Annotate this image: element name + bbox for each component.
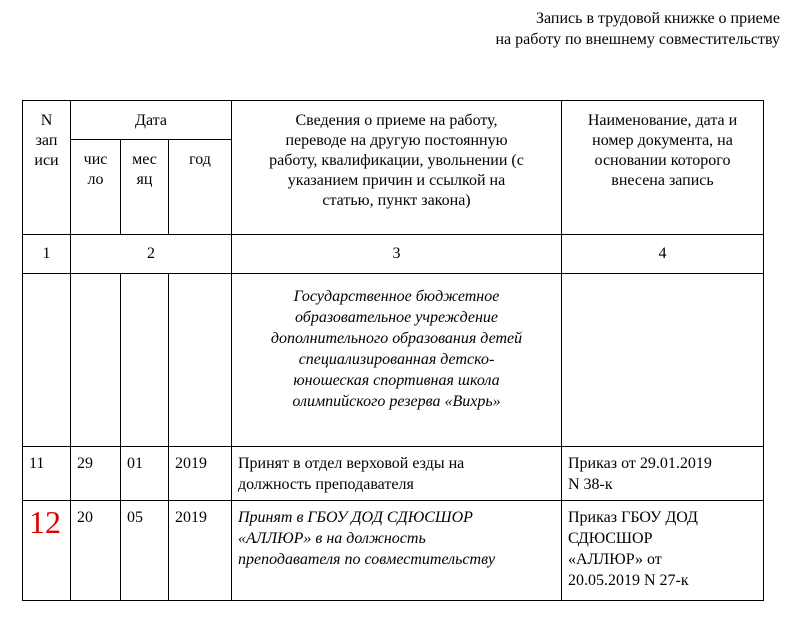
- record-month: 05: [127, 509, 143, 526]
- caption-line-2: на работу по внешнему совместительству: [495, 31, 780, 48]
- record-info-line: должность преподавателя: [238, 476, 414, 493]
- record-month-cell: [121, 447, 169, 501]
- record-month-cell: [121, 501, 169, 601]
- empty-cell: [121, 274, 169, 447]
- record-year: 2019: [175, 509, 207, 526]
- record-info-cell: [232, 501, 562, 601]
- header-document-line: Наименование, дата и: [587, 112, 738, 129]
- organization-name-cell: [232, 274, 562, 447]
- record-day: 29: [77, 455, 93, 472]
- header-year-label: год: [189, 151, 211, 168]
- column-number: 2: [71, 235, 232, 274]
- header-info-line: указанием причин и ссылкой на: [287, 172, 506, 189]
- header-record-number: [23, 101, 71, 235]
- record-info-line: Принят в отдел верховой езды на: [238, 455, 465, 472]
- table-row: [23, 447, 764, 501]
- record-day-cell: [71, 501, 121, 601]
- header-record-number-line: N: [40, 112, 53, 129]
- header-record-number-line: иси: [34, 152, 59, 169]
- record-info-cell: [232, 447, 562, 501]
- column-number: 3: [232, 235, 562, 274]
- column-number: 4: [562, 235, 764, 274]
- record-document-cell: [562, 447, 764, 501]
- document-caption: [495, 8, 780, 50]
- header-document-line: внесена запись: [611, 172, 714, 189]
- organization-line: Государственное бюджетное: [293, 288, 500, 305]
- record-document-line: 20.05.2019 N 27-к: [568, 572, 689, 589]
- header-day-line: чис: [83, 151, 108, 168]
- organization-line: образовательное учреждение: [294, 309, 498, 326]
- empty-cell: [562, 274, 764, 447]
- header-document-line: основании которого: [594, 152, 731, 169]
- record-document-line: N 38-к: [568, 476, 613, 493]
- record-number-cell: [23, 501, 71, 601]
- header-month: [121, 140, 169, 235]
- header-info-line: статью, пункт закона): [322, 192, 471, 209]
- record-month: 01: [127, 455, 143, 472]
- record-number-highlighted: 12: [29, 504, 61, 540]
- header-info-line: работу, квалификации, увольнении (с: [269, 152, 524, 169]
- record-document-line: «АЛЛЮР» от: [568, 551, 662, 568]
- organization-row: [23, 274, 764, 447]
- table-row: [23, 501, 764, 601]
- header-document: [562, 101, 764, 235]
- organization-line: юношеская спортивная школа: [293, 372, 500, 389]
- record-info-line: «АЛЛЮР» в на должность: [238, 530, 426, 547]
- organization-line: дополнительного образования детей: [270, 330, 523, 347]
- header-month-line: мес: [132, 151, 157, 168]
- empty-cell: [169, 274, 232, 447]
- record-year-cell: [169, 501, 232, 601]
- header-date-label: Дата: [135, 112, 167, 129]
- column-numbering-row: [23, 235, 764, 274]
- organization-line: специализированная детско-: [298, 351, 495, 368]
- empty-cell: [23, 274, 71, 447]
- record-document-line: СДЮСШОР: [568, 530, 653, 547]
- header-info-line: переводе на другую постоянную: [285, 132, 508, 149]
- header-year: [169, 140, 232, 235]
- record-day: 20: [77, 509, 93, 526]
- record-info-line: Принят в ГБОУ ДОД СДЮСШОР: [238, 509, 473, 526]
- column-number: 1: [23, 235, 71, 274]
- record-info-line: преподавателя по совместительству: [238, 551, 496, 568]
- organization-line: олимпийского резерва «Вихрь»: [292, 393, 501, 410]
- record-document-line: Приказ ГБОУ ДОД: [568, 509, 698, 526]
- header-record-number-line: зап: [35, 132, 58, 149]
- record-day-cell: [71, 447, 121, 501]
- header-info-line: Сведения о приеме на работу,: [295, 112, 498, 129]
- record-document-line: Приказ от 29.01.2019: [568, 455, 712, 472]
- header-info: [232, 101, 562, 235]
- header-day-line: ло: [87, 171, 104, 188]
- header-date: [71, 101, 232, 140]
- empty-cell: [71, 274, 121, 447]
- record-number-cell: [23, 447, 71, 501]
- record-year-cell: [169, 447, 232, 501]
- employment-record-table: [22, 100, 764, 601]
- header-day: [71, 140, 121, 235]
- record-year: 2019: [175, 455, 207, 472]
- header-row-top: [23, 101, 764, 140]
- record-document-cell: [562, 501, 764, 601]
- caption-line-1: Запись в трудовой книжке о приеме: [536, 10, 780, 27]
- header-document-line: номер документа, на: [592, 132, 733, 149]
- record-number: 11: [29, 455, 45, 472]
- header-month-line: яц: [136, 171, 153, 188]
